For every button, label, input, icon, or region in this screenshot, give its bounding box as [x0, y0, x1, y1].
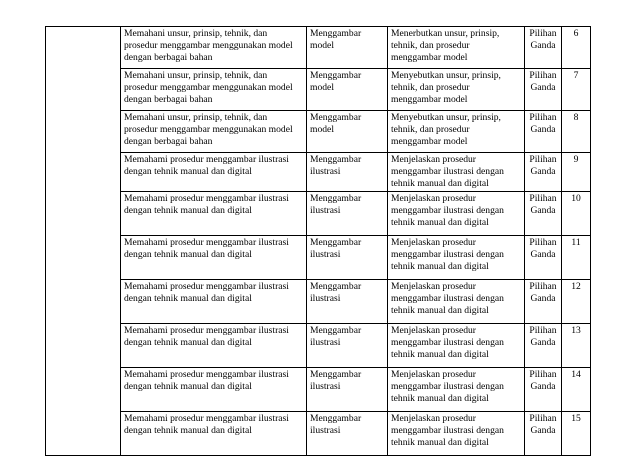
- kd-cell: Memahani unsur, prinsip, tehnik, dan prosedur menggambar menggunakan model dengan berbagai bahan: [121, 27, 307, 69]
- kd-cell: Memahami prosedur menggambar ilustrasi dengan tehnik manual dan digital: [121, 411, 307, 455]
- nomor-soal-cell: 9: [562, 153, 591, 192]
- left-blank-column: [46, 27, 121, 456]
- indikator-cell: Menjelaskan prosedur menggambar ilustrasi dengan tehnik manual dan digital: [388, 235, 525, 279]
- table-row: [46, 27, 591, 69]
- table-row: [46, 411, 591, 455]
- bentuk-soal-cell: Pilihan Ganda: [525, 367, 562, 411]
- assessment-grid-table: [45, 26, 591, 456]
- materi-cell: Menggambar model: [307, 69, 388, 111]
- indikator-cell: Menjelaskan prosedur menggambar ilustrasi dengan tehnik manual dan digital: [388, 279, 525, 323]
- kd-cell: Memahami prosedur menggambar ilustrasi dengan tehnik manual dan digital: [121, 153, 307, 192]
- materi-cell: Menggambar model: [307, 111, 388, 153]
- nomor-soal-cell: 11: [562, 235, 591, 279]
- table-row: [46, 279, 591, 323]
- kd-cell: Memahami prosedur menggambar ilustrasi dengan tehnik manual dan digital: [121, 235, 307, 279]
- materi-cell: Menggambar ilustrasi: [307, 411, 388, 455]
- materi-cell: Menggambar ilustrasi: [307, 323, 388, 367]
- indikator-cell: Menyebutkan unsur, prinsip, tehnik, dan prosedur menggambar model: [388, 111, 525, 153]
- table-row: [46, 323, 591, 367]
- nomor-soal-cell: 12: [562, 279, 591, 323]
- bentuk-soal-cell: Pilihan Ganda: [525, 279, 562, 323]
- bentuk-soal-cell: Pilihan Ganda: [525, 153, 562, 192]
- table-row: [46, 235, 591, 279]
- nomor-soal-cell: 6: [562, 27, 591, 69]
- bentuk-soal-cell: Pilihan Ganda: [525, 235, 562, 279]
- indikator-cell: Menjelaskan prosedur menggambar ilustrasi dengan tehnik manual dan digital: [388, 323, 525, 367]
- bentuk-soal-cell: Pilihan Ganda: [525, 111, 562, 153]
- materi-cell: Menggambar model: [307, 27, 388, 69]
- nomor-soal-cell: 8: [562, 111, 591, 153]
- indikator-cell: Menjelaskan prosedur menggambar ilustrasi dengan tehnik manual dan digital: [388, 367, 525, 411]
- bentuk-soal-cell: Pilihan Ganda: [525, 191, 562, 235]
- kd-cell: Memahami prosedur menggambar ilustrasi dengan tehnik manual dan digital: [121, 323, 307, 367]
- nomor-soal-cell: 7: [562, 69, 591, 111]
- materi-cell: Menggambar ilustrasi: [307, 153, 388, 192]
- nomor-soal-cell: 13: [562, 323, 591, 367]
- table-row: [46, 191, 591, 235]
- indikator-cell: Menjelaskan prosedur menggambar ilustrasi dengan tehnik manual dan digital: [388, 191, 525, 235]
- table-row: [46, 111, 591, 153]
- indikator-cell: Menyebutkan unsur, prinsip, tehnik, dan prosedur menggambar model: [388, 69, 525, 111]
- kd-cell: Memahani unsur, prinsip, tehnik, dan prosedur menggambar menggunakan model dengan berbagai bahan: [121, 111, 307, 153]
- kd-cell: Memahami prosedur menggambar ilustrasi dengan tehnik manual dan digital: [121, 279, 307, 323]
- nomor-soal-cell: 10: [562, 191, 591, 235]
- indikator-cell: Menerbutkan unsur, prinsip, tehnik, dan prosedur menggambar model: [388, 27, 525, 69]
- materi-cell: Menggambar ilustrasi: [307, 235, 388, 279]
- bentuk-soal-cell: Pilihan Ganda: [525, 69, 562, 111]
- indikator-cell: Menjelaskan prosedur menggambar ilustrasi dengan tehnik manual dan digital: [388, 153, 525, 192]
- nomor-soal-cell: 14: [562, 367, 591, 411]
- table-row: [46, 69, 591, 111]
- materi-cell: Menggambar ilustrasi: [307, 191, 388, 235]
- kd-cell: Memahani unsur, prinsip, tehnik, dan prosedur menggambar menggunakan model dengan berbagai bahan: [121, 69, 307, 111]
- bentuk-soal-cell: Pilihan Ganda: [525, 323, 562, 367]
- nomor-soal-cell: 15: [562, 411, 591, 455]
- bentuk-soal-cell: Pilihan Ganda: [525, 27, 562, 69]
- bentuk-soal-cell: Pilihan Ganda: [525, 411, 562, 455]
- materi-cell: Menggambar ilustrasi: [307, 279, 388, 323]
- table-row: [46, 153, 591, 192]
- kd-cell: Memahami prosedur menggambar ilustrasi dengan tehnik manual dan digital: [121, 191, 307, 235]
- materi-cell: Menggambar ilustrasi: [307, 367, 388, 411]
- kd-cell: Memahami prosedur menggambar ilustrasi dengan tehnik manual dan digital: [121, 367, 307, 411]
- table-row: [46, 367, 591, 411]
- indikator-cell: Menjelaskan prosedur menggambar ilustrasi dengan tehnik manual dan digital: [388, 411, 525, 455]
